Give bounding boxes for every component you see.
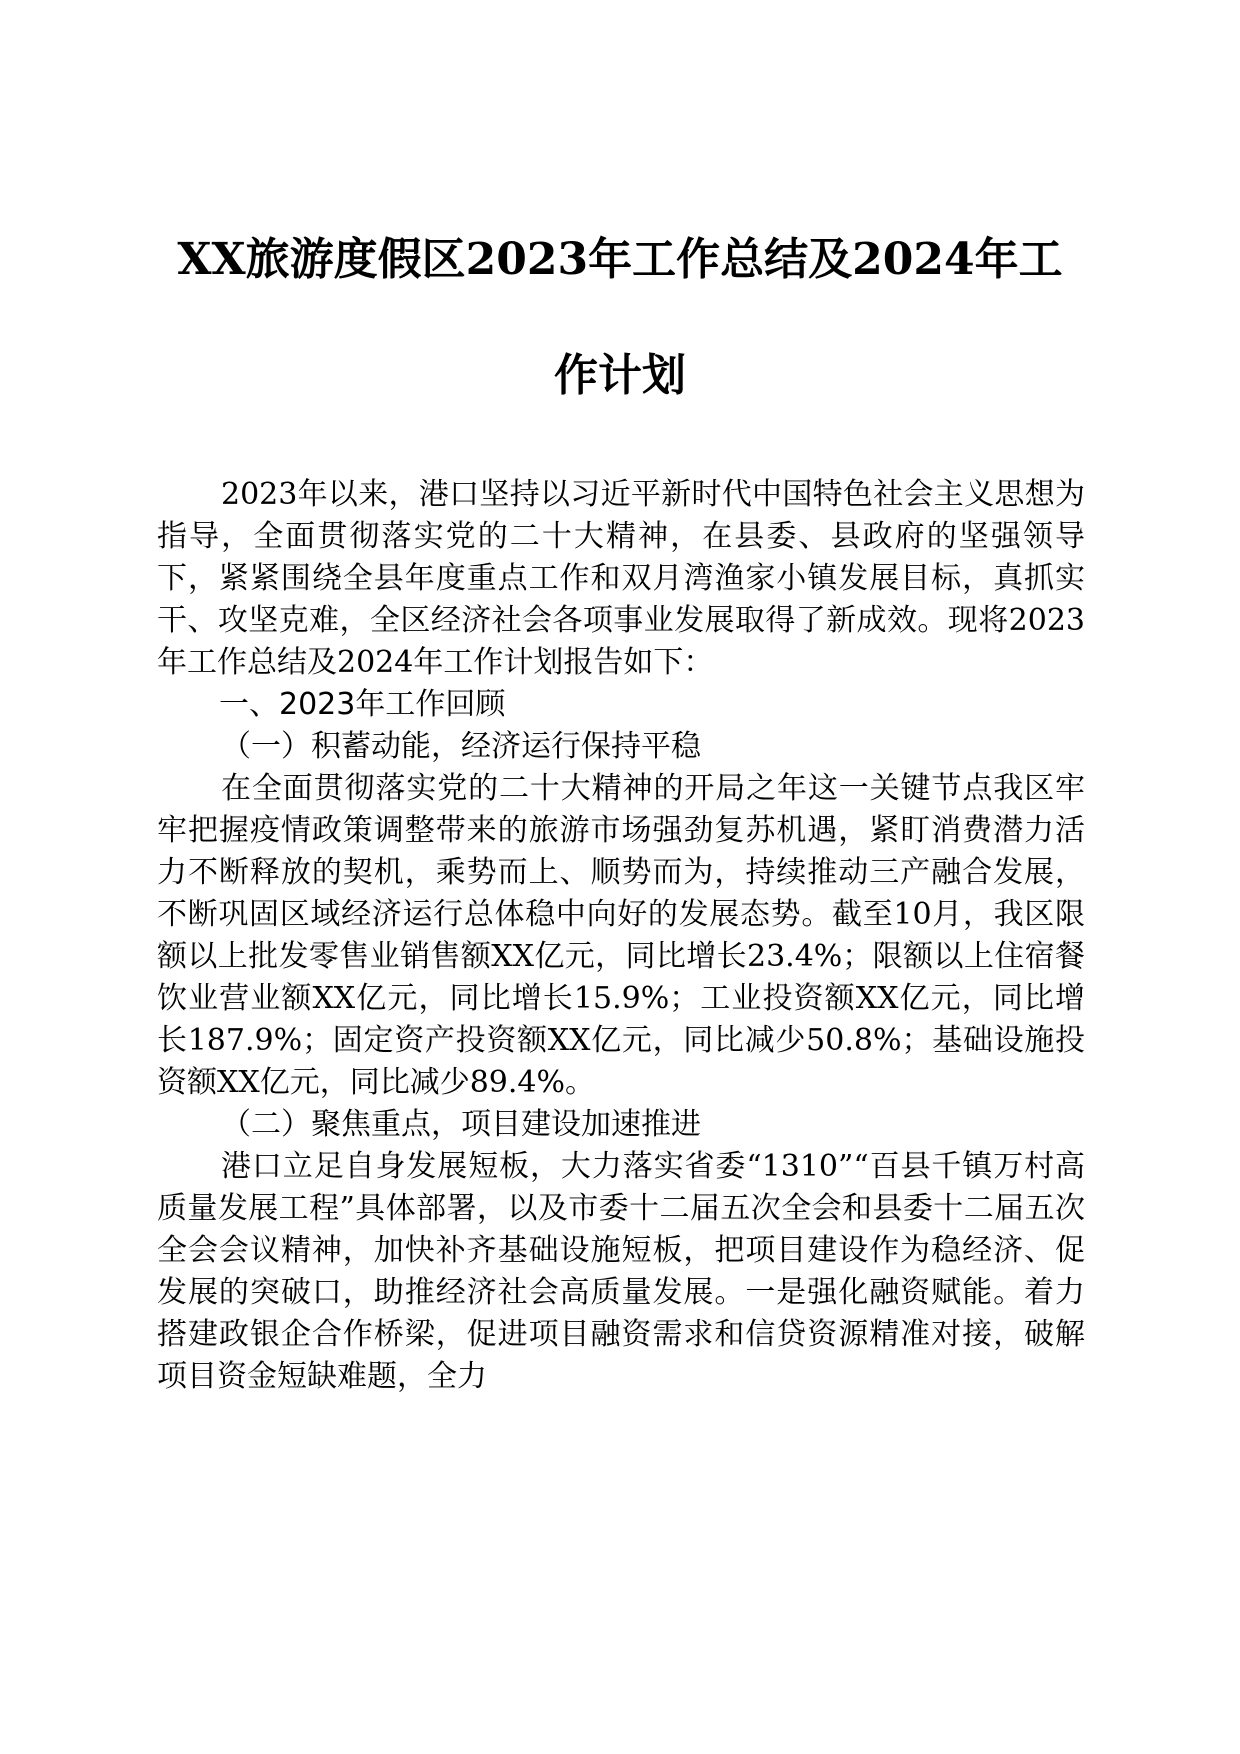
subsection-heading-projects: （二）聚焦重点，项目建设加速推进 xyxy=(221,1107,701,1142)
document-body xyxy=(157,474,1085,1398)
document-title-line1: XX旅游度假区2023年工作总结及2024年工 xyxy=(177,234,1063,285)
subsection-heading-economy: （一）积蓄动能，经济运行保持平稳 xyxy=(221,729,701,764)
document-title-line2: 作计划 xyxy=(554,350,686,401)
economy-paragraph: 在全面贯彻落实党的二十大精神的开局之年这一关键节点我区牢牢把握疫情政策调整带来的旅游市场强劲复苏机遇，紧盯消费潜力活力不断释放的契机，乘势而上、顺势而为，持续推动三产融合发展，不断巩固区域经济运行总体稳中向好的发展态势。截至10月，我区限额以上批发零售业销售额XX亿元，同比增长23.4%；限额以上住宿餐饮业营业额XX亿元，同比增长15.9%；工业投资额XX亿元，同比增长187.9%；固定资产投资额XX亿元，同比减少50.8%；基础设施投资额XX亿元，同比减少89.4%。 xyxy=(157,771,1085,1100)
section-heading-review: 一、2023年工作回顾 xyxy=(219,687,506,722)
projects-paragraph: 港口立足自身发展短板，大力落实省委“1310”“百县千镇万村高质量发展工程”具体部署，以及市委十二届五次全会和县委十二届五次全会会议精神，加快补齐基础设施短板，把项目建设作为稳经济、促发展的突破口，助推经济社会高质量发展。一是强化融资赋能。着力搭建政银企合作桥梁，促进项目融资需求和信贷资源精准对接，破解项目资金短缺难题，全力 xyxy=(157,1149,1085,1394)
intro-paragraph: 2023年以来，港口坚持以习近平新时代中国特色社会主义思想为指导，全面贯彻落实党的二十大精神，在县委、县政府的坚强领导下，紧紧围绕全县年度重点工作和双月湾渔家小镇发展目标，真抓实干、攻坚克难，全区经济社会各项事业发展取得了新成效。现将2023年工作总结及2024年工作计划报告如下： xyxy=(157,477,1085,680)
